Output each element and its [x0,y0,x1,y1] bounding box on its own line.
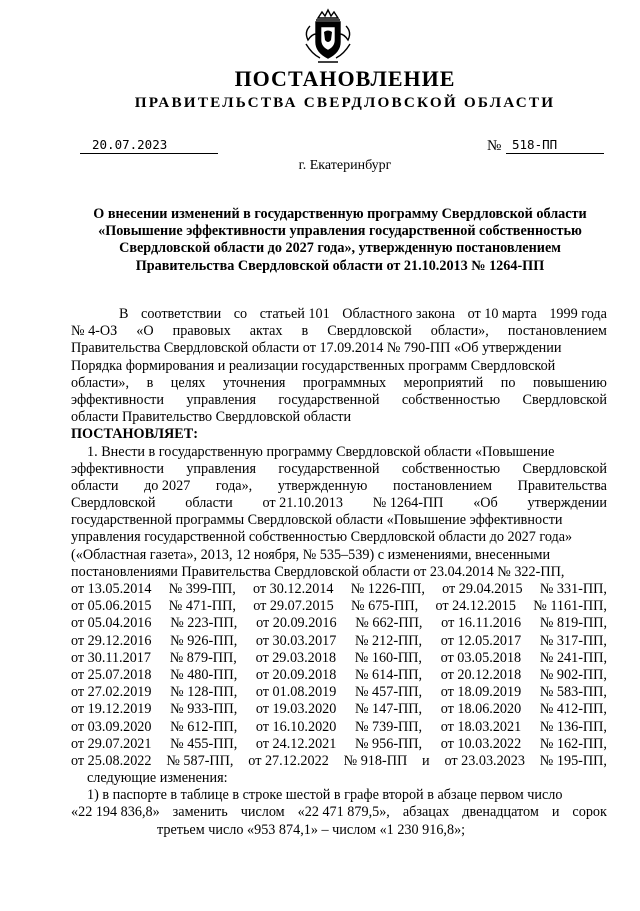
text-line [71,392,607,409]
text-line [71,547,607,564]
text-word: государственной [278,460,380,477]
amendment-cell: № 918-ПП [343,752,408,769]
amendment-cell: от 12.05.2017 [440,632,522,649]
amendment-cell: от 19.03.2020 [255,701,337,718]
text-word: до 2027 [144,477,191,494]
text-word: повышению [532,374,607,391]
amendment-row [71,701,607,718]
text-word: управления государственной собственностью Свердловской области до 2027 года» [71,529,573,546]
amendment-cell: от 05.04.2016 [71,615,152,632]
amendment-cell: № 241-ПП, [539,649,607,666]
text-word: сорок [572,804,607,821]
amendment-cell: № 457-ПП, [354,684,423,701]
heading-line: «Повышение эффективности управления государственной собственностью [98,223,582,240]
heading-line: О внесении изменений в государственную программу Свердловской области [93,206,587,222]
amendment-cell: № 455-ПП, [170,735,238,752]
text-word: собственностью [401,391,501,408]
text-word: мероприятий [403,374,484,391]
amendment-row [71,650,607,667]
text-line [71,804,607,821]
amendment-cell: от 30.11.2017 [71,649,151,666]
amendment-cell: № 331-ПП, [539,581,607,597]
amendment-row [71,581,607,598]
text-word: управления [186,460,257,477]
text-word: двенадцатом [462,804,539,821]
amendment-cell: № 675-ПП, [351,598,419,615]
text-word: от 21.10.2013 [262,495,343,512]
text-line [71,444,607,461]
amendment-cell: от 01.08.2019 [255,684,337,701]
amendment-cell: № 480-ПП, [170,666,238,683]
text-word: собственностью [401,460,501,477]
coat-of-arms-icon [296,4,360,68]
text-word: области [185,495,233,512]
text-word: государственной программы Свердловской области «Повышение эффективности [71,512,563,529]
text-line [71,375,607,392]
amendment-row [71,684,607,701]
amendment-row [71,633,607,650]
subitem-1 [71,787,607,821]
text-word: и [551,804,560,821]
amendment-cell: № 662-ПП, [355,615,423,632]
amendment-cell: № 902-ПП, [539,666,607,683]
text-word: Областного закона [342,306,456,322]
amendment-cell: № 614-ПП, [354,666,423,683]
text-word: заменить [172,804,228,821]
amendment-cell: от 30.12.2014 [253,581,334,597]
text-word: актах [249,323,283,340]
amendment-cell: № 128-ПП, [170,684,238,701]
text-word: Свердловской [522,460,607,477]
text-line [71,461,607,478]
amendment-cell: от 20.12.2018 [440,666,522,683]
amendment-cell: № 160-ПП, [354,649,422,666]
text-word: Свердловской [327,323,412,340]
amendment-cell: от 19.12.2019 [71,701,152,718]
text-word: Правительства [517,477,607,494]
issuer-name: ПРАВИТЕЛЬСТВА СВЕРДЛОВСКОЙ ОБЛАСТИ [134,94,556,111]
amendment-cell: № 1226-ПП, [350,581,425,597]
amendment-cell: от 29.07.2015 [253,598,334,615]
amendment-cell: от 25.07.2018 [71,666,152,683]
amendment-cell: от 27.12.2022 [248,752,329,769]
text-word: Свердловской [71,495,156,512]
text-word: области [71,477,119,494]
amendment-cell: № 819-ПП, [539,615,607,632]
text-word: со [233,306,248,322]
text-word: «22 471 879,5», [297,804,390,821]
amendment-cell: от 20.09.2016 [256,615,337,632]
item-1 [71,444,607,582]
preamble [71,306,607,409]
text-word: «22 194 836,8» [71,804,160,821]
text-line [71,323,607,340]
text-word: правовых [172,323,231,340]
amendment-cell: от 30.03.2017 [255,632,337,649]
city: г. Екатеринбург [298,158,392,173]
text-word: эффективности [71,460,164,477]
text-word: «О [136,323,154,340]
amendment-cell: от 25.08.2022 [71,752,152,769]
text-word: программных [302,374,387,391]
amendment-cell: № 879-ПП, [169,649,237,666]
text-line [71,564,607,581]
amendment-cell: № 223-ПП, [170,615,238,632]
amendment-row [71,667,607,684]
amendment-row [71,736,607,753]
heading-line: Правительства Свердловской области от 21.10.2013 № 1264-ПП [135,257,545,274]
amendment-cell: от 03.05.2018 [440,649,522,666]
text-word: постановлением [507,323,607,340]
preamble-line: области Правительство Свердловской области [71,409,352,426]
text-word: числом [240,804,285,821]
amendment-cell: от 13.05.2014 [71,581,152,597]
text-word: в [301,323,309,340]
text-word: по [500,374,516,391]
text-word: года», [215,477,253,494]
amendment-cell: от 18.06.2020 [440,701,522,718]
amendment-cell: № 162-ПП, [539,735,607,752]
text-word: 1. Внести в государственную программу Свердловской области «Повышение [87,443,555,460]
number-sign: № [487,138,502,154]
text-word: («Областная газета», 2013, 12 ноября, № 535–539) с изменениями, внесенными [71,546,551,563]
text-line [71,495,607,512]
amendment-cell: № 212-ПП, [354,632,423,649]
date-field [80,137,218,154]
text-word: 1999 года [549,306,607,322]
amendment-row [71,753,607,770]
text-word: постановлением [392,477,493,494]
amendment-cell: № 317-ПП, [539,632,607,649]
document-heading [70,206,610,275]
amendment-cell: от 20.09.2018 [255,666,337,683]
amendment-cell: № 147-ПП, [354,701,423,718]
document-body [71,306,607,839]
amendment-cell: № 587-ПП, [166,752,234,769]
decree-word: ПОСТАНОВЛЯЕТ: [71,426,198,443]
text-word: Правительства Свердловской области от 17.09.2014 № 790-ПП «Об утверждении [71,340,562,357]
text-line [71,512,607,529]
amendment-cell: № 412-ПП, [539,701,607,718]
amendment-cell: № 195-ПП, [539,752,607,769]
text-word: Порядка формирования и реализации государственных программ Свердловской [71,357,556,374]
text-line [71,478,607,495]
text-word: в [146,374,154,391]
text-word: 1) в паспорте в таблице в строке шестой в графе второй в абзаце первом число [87,787,563,804]
amendment-cell: № 612-ПП, [170,718,238,735]
text-word: абзацах [402,804,450,821]
text-word: соответствии [141,306,222,322]
amendment-cell: № 926-ПП, [170,632,238,649]
amendment-row [71,598,607,615]
text-line [71,787,607,804]
number-field [506,137,604,154]
amendment-row [71,719,607,736]
amendment-cell: № 1161-ПП, [533,598,607,615]
amendment-cell: от 29.03.2018 [255,649,337,666]
text-word: № 1264-ПП [372,495,444,512]
amendment-cell: от 05.06.2015 [71,598,152,615]
date-value: 20.07.2023 [92,137,168,152]
amendment-row [71,615,607,632]
text-word: В [119,306,129,322]
amendment-cell: и [422,752,430,769]
text-word: уточнения [222,374,286,391]
amendment-cell: от 24.12.2021 [255,735,337,752]
text-word: от 10 марта [467,306,537,322]
amendment-cell: от 16.11.2016 [441,615,522,632]
amendment-cell: от 24.12.2015 [435,598,516,615]
text-word: области», [430,323,489,340]
amendment-cell: от 03.09.2020 [71,718,152,735]
number-value: 518-ПП [512,137,558,152]
amendment-cell: № 933-ПП, [170,701,238,718]
amendment-cell: № 583-ПП, [539,684,607,701]
text-word: статьей 101 [259,306,330,322]
text-line [71,306,607,323]
text-word: эффективности [71,391,164,408]
text-word: целях [170,374,206,391]
amendment-cell: от 29.07.2021 [71,735,152,752]
changes-intro: следующие изменения: [87,770,228,787]
subitem-line: третьем число «953 874,1» – числом «1 230 916,8»; [157,821,466,838]
text-word: «Об [473,495,498,512]
amendment-cell: от 10.03.2022 [440,735,522,752]
amendment-cell: № 956-ПП, [354,735,423,752]
document-title: ПОСТАНОВЛЕНИЕ [234,66,456,91]
amendment-cell: № 399-ПП, [168,581,236,597]
amendment-cell: № 136-ПП, [539,718,607,735]
amendments-table [71,581,607,770]
text-word: утвержденную [277,477,368,494]
text-word: № 4-ОЗ [71,323,118,340]
amendment-cell: от 27.02.2019 [71,684,152,701]
amendment-cell: от 18.09.2019 [440,684,522,701]
text-line [71,358,607,375]
amendment-cell: от 23.03.2023 [444,752,525,769]
text-line [71,340,607,357]
amendment-cell: № 739-ПП, [354,718,423,735]
text-word: области», [71,374,130,391]
text-line [71,529,607,546]
amendment-cell: от 29.12.2016 [71,632,152,649]
heading-line: Свердловской области до 2027 года», утвержденную постановлением [119,240,561,257]
amendment-cell: от 29.04.2015 [442,581,523,597]
text-word: Свердловской [522,391,607,408]
text-word: постановлениями Правительства Свердловской области от 23.04.2014 № 322-ПП, [71,563,565,580]
amendment-cell: от 18.03.2021 [440,718,522,735]
amendment-cell: № 471-ПП, [168,598,236,615]
text-word: управления [186,391,257,408]
text-word: государственной [278,391,380,408]
text-word: утверждении [527,495,607,512]
amendment-cell: от 16.10.2020 [255,718,337,735]
